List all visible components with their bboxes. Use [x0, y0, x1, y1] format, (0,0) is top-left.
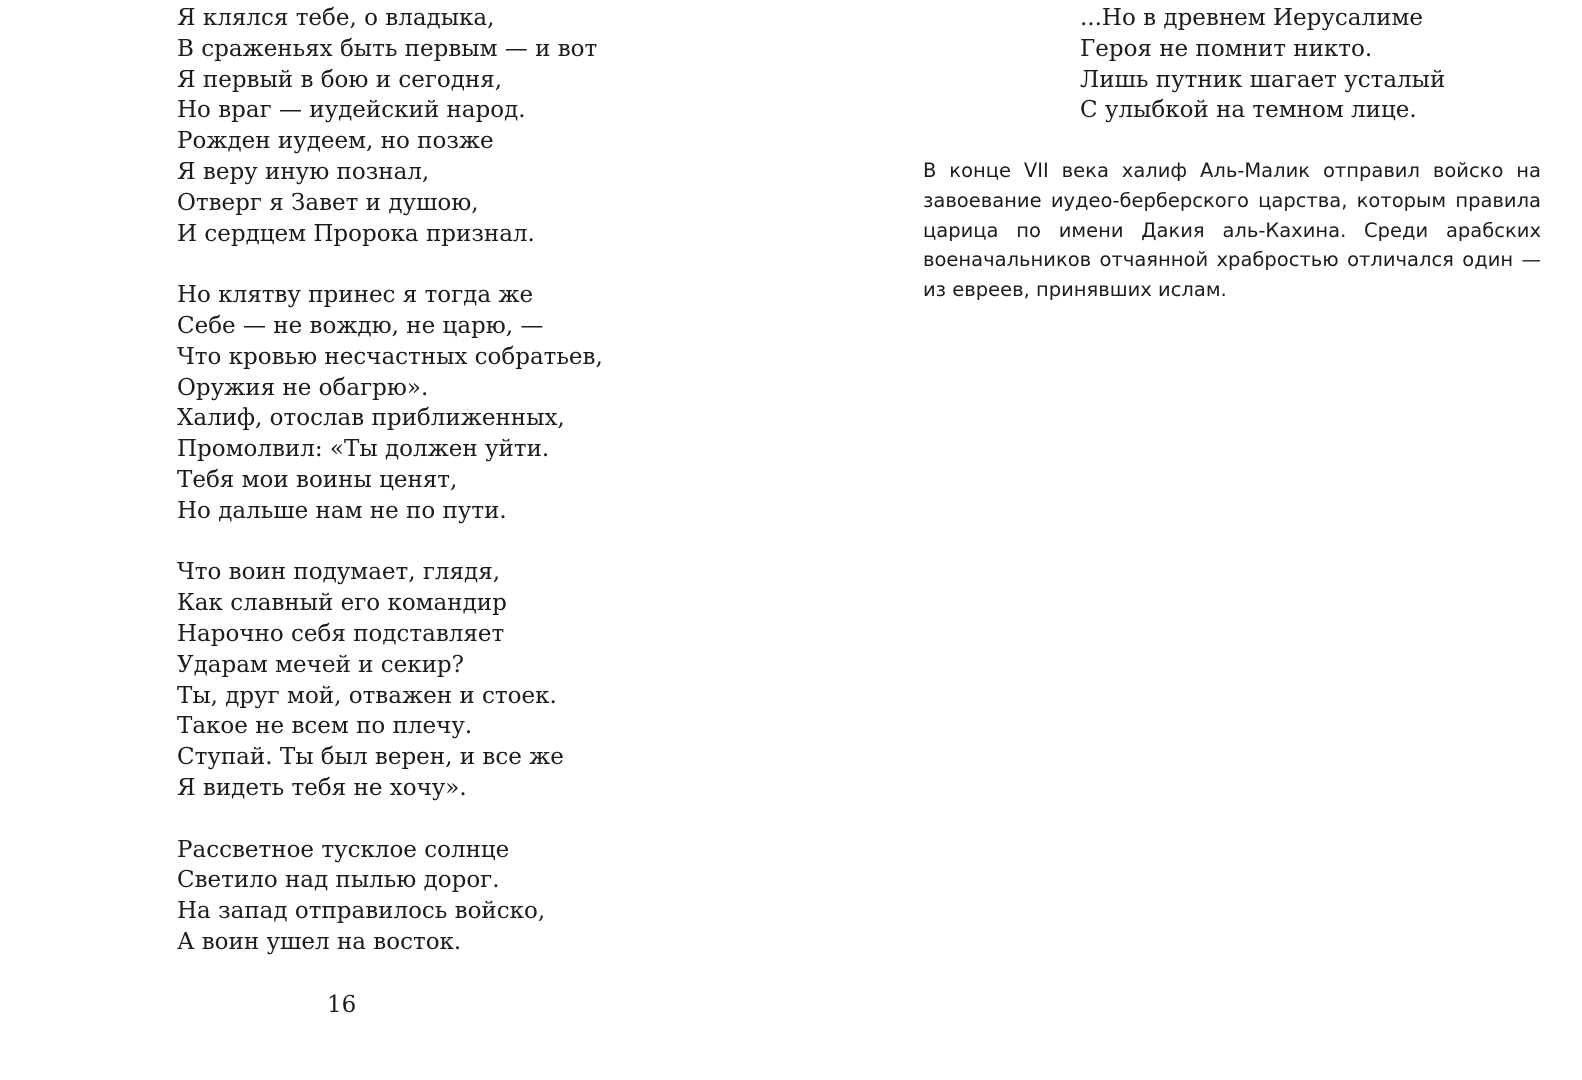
poem-line: Промолвил: «Ты должен уйти. [177, 436, 550, 463]
page-number: 16 [327, 992, 357, 1018]
poem-line: ...Но в древнем Иерусалиме [1080, 5, 1423, 31]
stanza-1 [177, 3, 603, 249]
poem-line: Такое не всем по плечу. [177, 713, 473, 740]
poem-right [1080, 3, 1445, 126]
poem-line: Ты, друг мой, отважен и стоек. [177, 682, 557, 709]
poem-line: Но клятву принес я тогда же [177, 282, 534, 309]
poem-line: Отверг я Завет и душою, [177, 189, 479, 216]
poem-line: Нарочно себя подставляет [177, 620, 505, 647]
poem-line: Рассветное тусклое солнце [177, 836, 510, 863]
stanza-2 [177, 280, 603, 526]
poem-line: Я видеть тебя не хочу». [177, 774, 467, 801]
poem-line: А воин ушел на восток. [177, 928, 462, 955]
poem-line: Халиф, отослав приближенных, [177, 405, 565, 432]
stanza-3 [177, 557, 603, 803]
poem-line: Ударам мечей и секир? [177, 651, 464, 678]
poem-line: Как славный его командир [177, 590, 507, 617]
stanza-4 [177, 835, 603, 958]
poem-line: С улыбкой на темном лице. [1080, 97, 1417, 124]
poem-line: Оружия не обагрю». [177, 374, 429, 401]
poem-line: Что кровью несчастных собратьев, [177, 343, 603, 370]
poem-line: Тебя мои воины ценят, [177, 466, 458, 493]
stanza-final [1080, 3, 1445, 126]
poem-line: Ступай. Ты был верен, и все же [177, 744, 564, 771]
poem-line: В сраженьях быть первым — и вот [177, 35, 598, 62]
historical-note: В конце VII века халиф Аль-Малик отправил войско на завоевание иудео-берберского царства, которым правила царица по имени Дакия аль-Кахина. Среди арабских военачальников отчаянной храбростью отличался один — из евреев, принявших ислам. [923, 159, 1541, 302]
poem-line: Но враг — иудейский народ. [177, 97, 526, 124]
poem-line: И сердцем Пророка признал. [177, 220, 535, 247]
poem-left [177, 3, 603, 958]
poem-line: Я первый в бою и сегодня, [177, 66, 503, 93]
poem-line: Что воин подумает, глядя, [177, 559, 501, 586]
poem-line: Себе — не вождю, не царю, — [177, 312, 544, 339]
poem-line: Рожден иудеем, но позже [177, 128, 494, 155]
poem-line: Героя не помнит никто. [1080, 35, 1373, 62]
poem-line: Светило над пылью дорог. [177, 867, 500, 894]
poem-line: Я клялся тебе, о владыка, [177, 5, 495, 31]
poem-line: Я веру иную познал, [177, 158, 430, 185]
right-page [791, 0, 1582, 1080]
poem-line: Лишь путник шагает усталый [1080, 66, 1446, 93]
poem-line: Но дальше нам не по пути. [177, 497, 507, 524]
poem-line: На запад отправилось войско, [177, 898, 546, 925]
